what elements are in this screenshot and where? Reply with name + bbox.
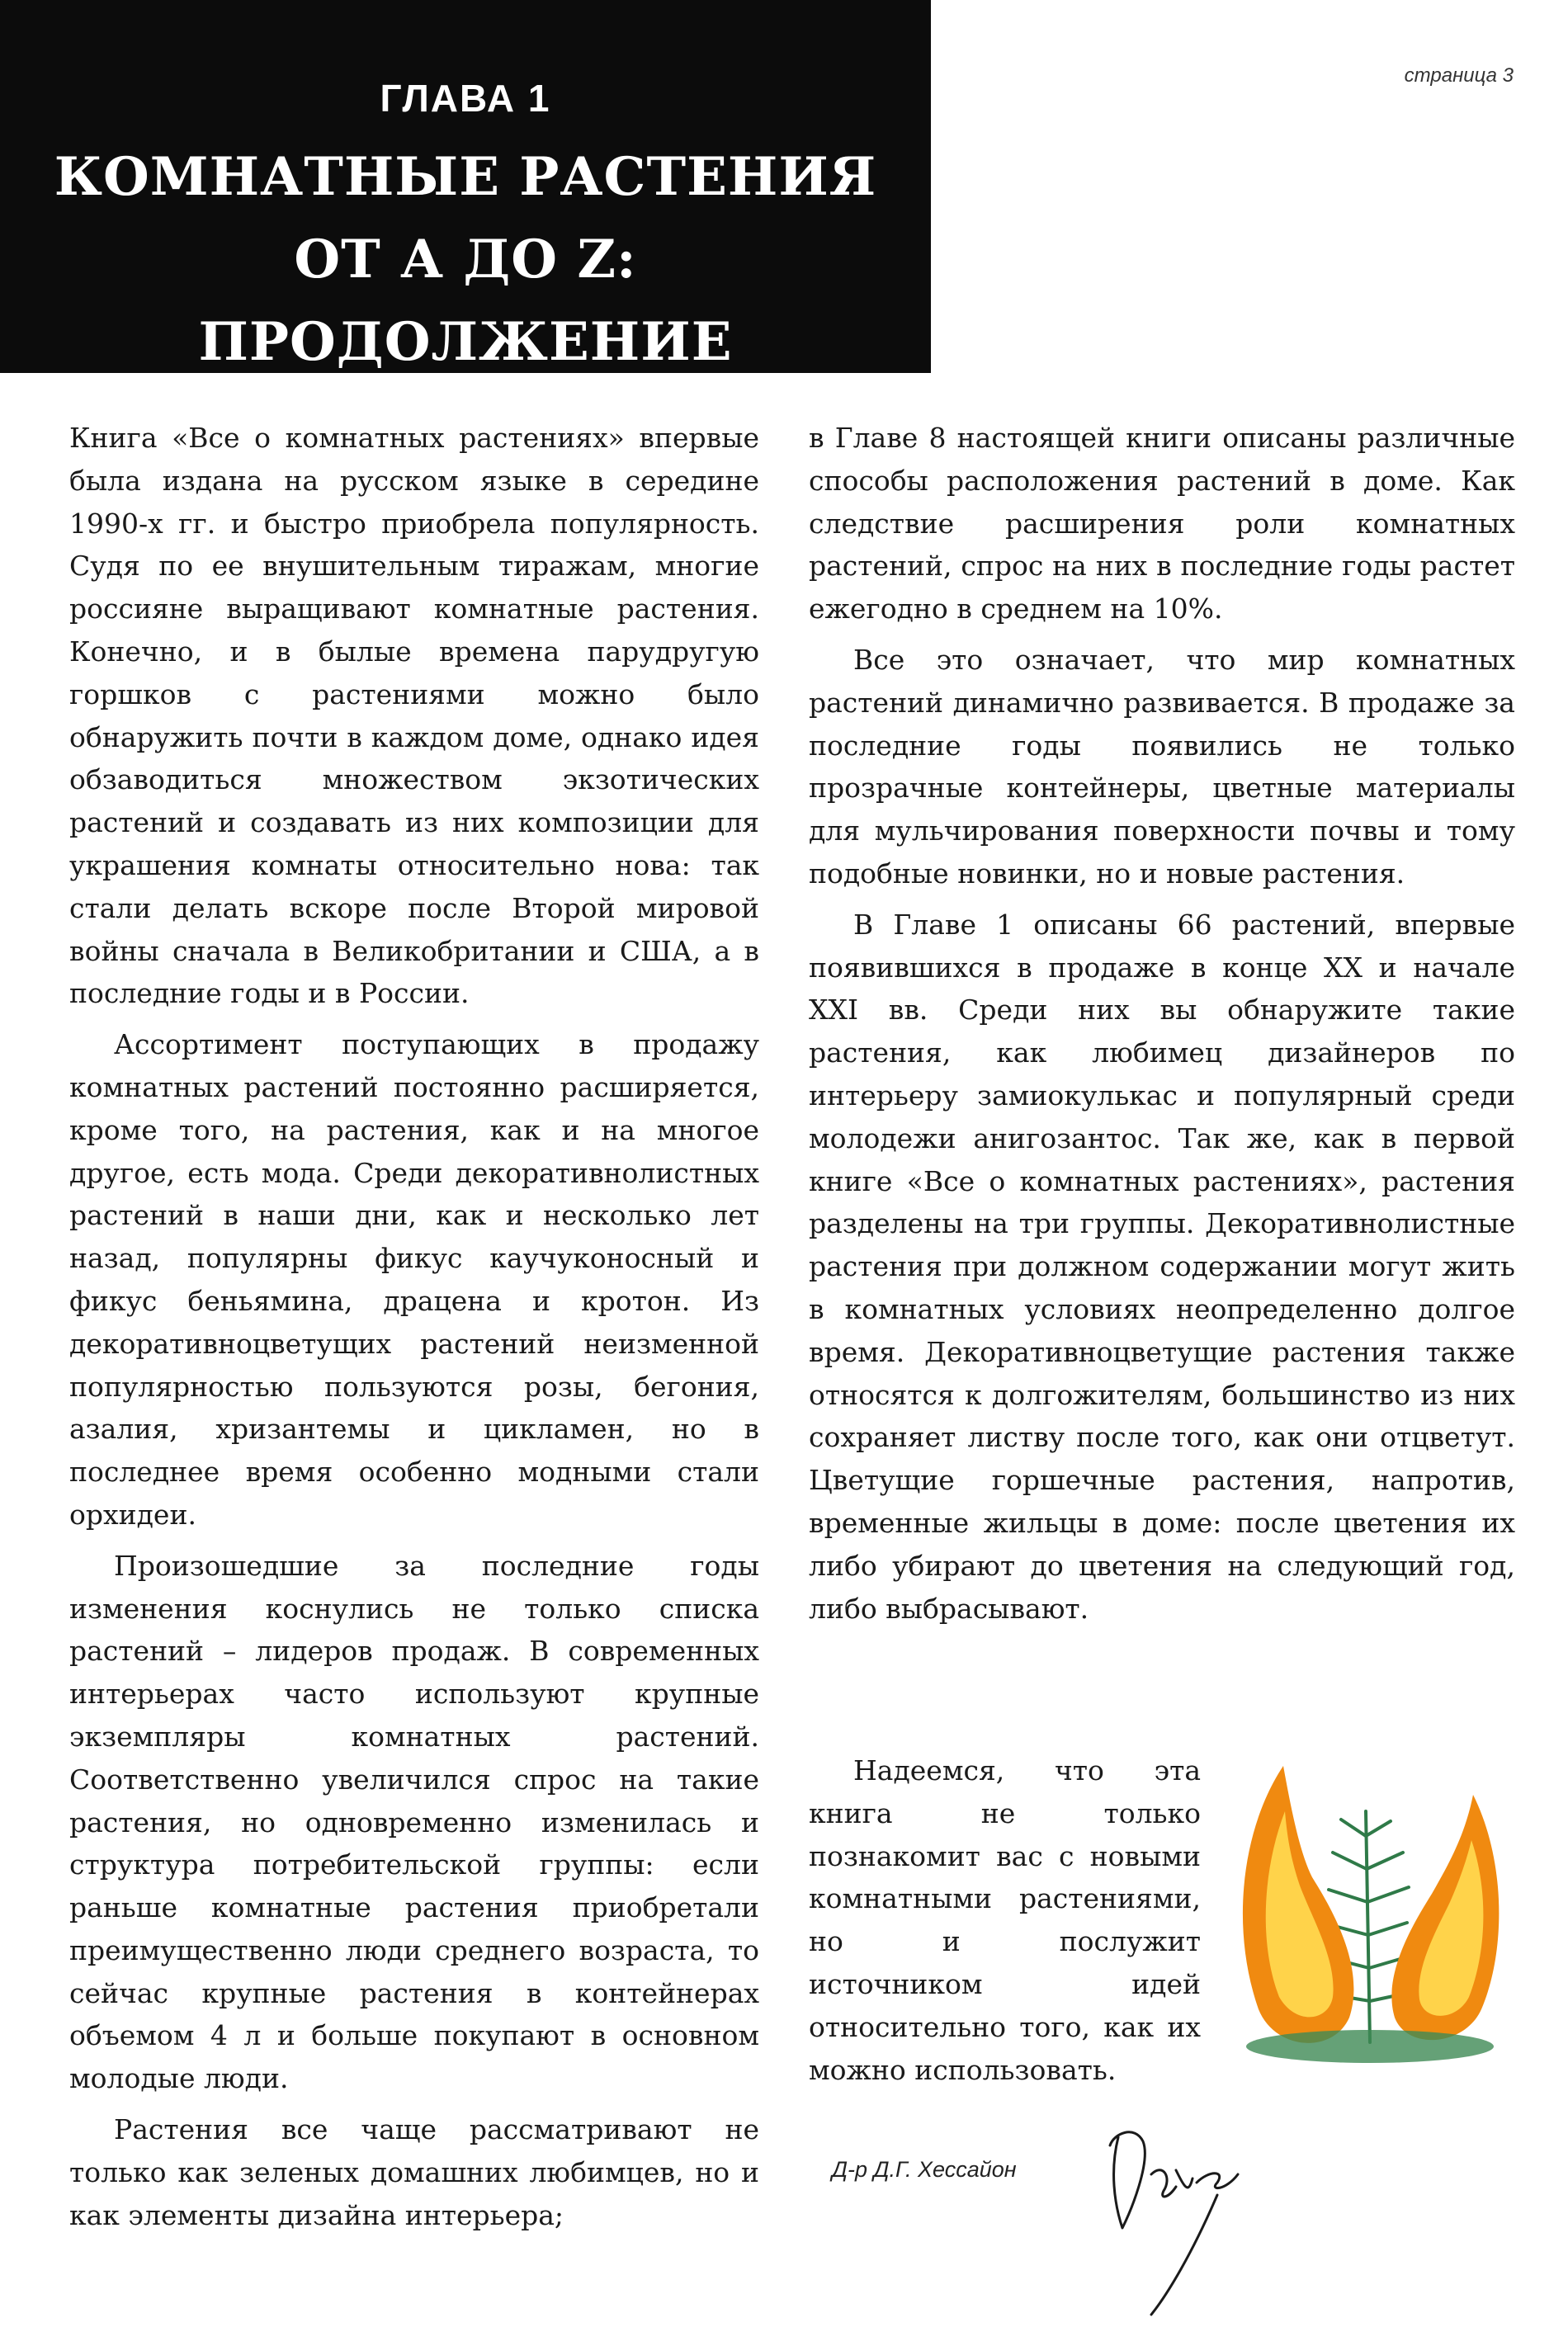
body-paragraph: в Главе 8 настоящей книги описаны различные способы расположения растений в доме. Как следствие расширения роли комнатных растений, спрос на них в последние годы растет ежегодно в среднем на 10%. — [809, 422, 1515, 625]
author-name: Д-р Д.Г. Хессайон — [832, 2157, 1017, 2182]
chapter-title-line: КОМНАТНЫЕ РАСТЕНИЯ — [54, 146, 877, 208]
chapter-title-line: ОТ А ДО Z: — [294, 229, 637, 290]
chapter-label: ГЛАВА 1 — [380, 77, 551, 120]
chapter-title-line: ПРОДОЛЖЕНИЕ — [198, 311, 733, 373]
body-paragraph: Книга «Все о комнатных растениях» впервые была издана на русском языке в середине 1990-х гг. и быстро приобрела популярность. Судя по ее внушительным тиражам, многие россияне выращивают комнатные растения. Конечно, и в былые времена парудругую горшков с растениями можно было обнаружить почти в каждом доме, однако идея обзаводиться множеством экзотических растений и создавать из них композиции для украшения комнаты относительно нова: так стали делать вскоре после Второй мировой войны сначала в Великобритании и США, а в последние годы и в России. — [69, 422, 759, 1010]
text-column-left — [69, 417, 759, 2244]
text-column-right — [809, 417, 1515, 1638]
body-paragraph: В Главе 1 описаны 66 растений, впервые появившихся в продаже в конце XX и начале XXI вв. Среди них вы обнаружите такие растения, как любимец дизайнеров по интерьеру замиокулькас и популярный среди молодежи анигозантос. Так же, как в первой книге «Все о комнатных растениях», растения разделены на три группы. Декоративнолистные растения при должном содержании могут жить в комнатных условиях неопределенно долгое время. Декоративноцветущие растения также относятся к долгожителям, большинство из них сохраняет листву после того, как они отцветут. Цветущие горшечные растения, напротив, временные жильцы в доме: после цветения их либо убирают до цветения на следующий год, либо выбрасывают. — [809, 908, 1515, 1625]
left-flame-petal — [1243, 1766, 1353, 2043]
body-paragraph: Произошедшие за последние годы изменения коснулись не только списка растений – лидеров продаж. В современных интерьерах часто используют крупные экземпляры комнатных растений. Соответственно увеличился спрос на такие растения, но одновременно изменилась и структура потребительской группы: если раньше комнатные растения приобретали преимущественно люди среднего возраста, то сейчас крупные растения в контейнерах объемом 4 л и больше покупают в основном молодые люди. — [69, 1549, 759, 2095]
body-paragraph: Ассортимент поступающих в продажу комнатных растений постоянно расширяется, кроме того, на растения, как и на многое другое, есть мода. Среди декоративнолистных растений в наши дни, как и несколько лет назад, популярны фикус каучуконосный и фикус беньямина, драцена и кротон. Из декоративноцветущих растений неизменной популярностью пользуются розы, бегония, азалия, хризантемы и цикламен, но в последнее время особенно модными стали орхидеи. — [69, 1028, 759, 1531]
body-paragraph: Растения все чаще рассматривают не только как зеленых домашних любимцев, но и как элементы дизайна интерьера; — [69, 2113, 759, 2231]
signature-handwriting — [1110, 2132, 1238, 2315]
author-signature — [1093, 2112, 1250, 2319]
chapter-header — [0, 0, 931, 373]
chapter-title — [0, 136, 931, 384]
body-paragraph: Все это означает, что мир комнатных растений динамично развивается. В продаже за последние годы появились не только прозрачные контейнеры, цветные материалы для мульчирования поверхности почвы и тому подобные новинки, но и новые растения. — [809, 643, 1515, 890]
flame-plant-illustration — [1234, 1762, 1506, 2092]
page-number: страница 3 — [1404, 64, 1514, 87]
closing-paragraph: Надеемся, что эта книга не только познакомит вас с новыми комнатными растениями, но и послужит источником идей относительно того, как их можно использовать. — [809, 1754, 1201, 2086]
right-flame-petal — [1391, 1795, 1499, 2040]
plant-base — [1246, 2030, 1494, 2063]
